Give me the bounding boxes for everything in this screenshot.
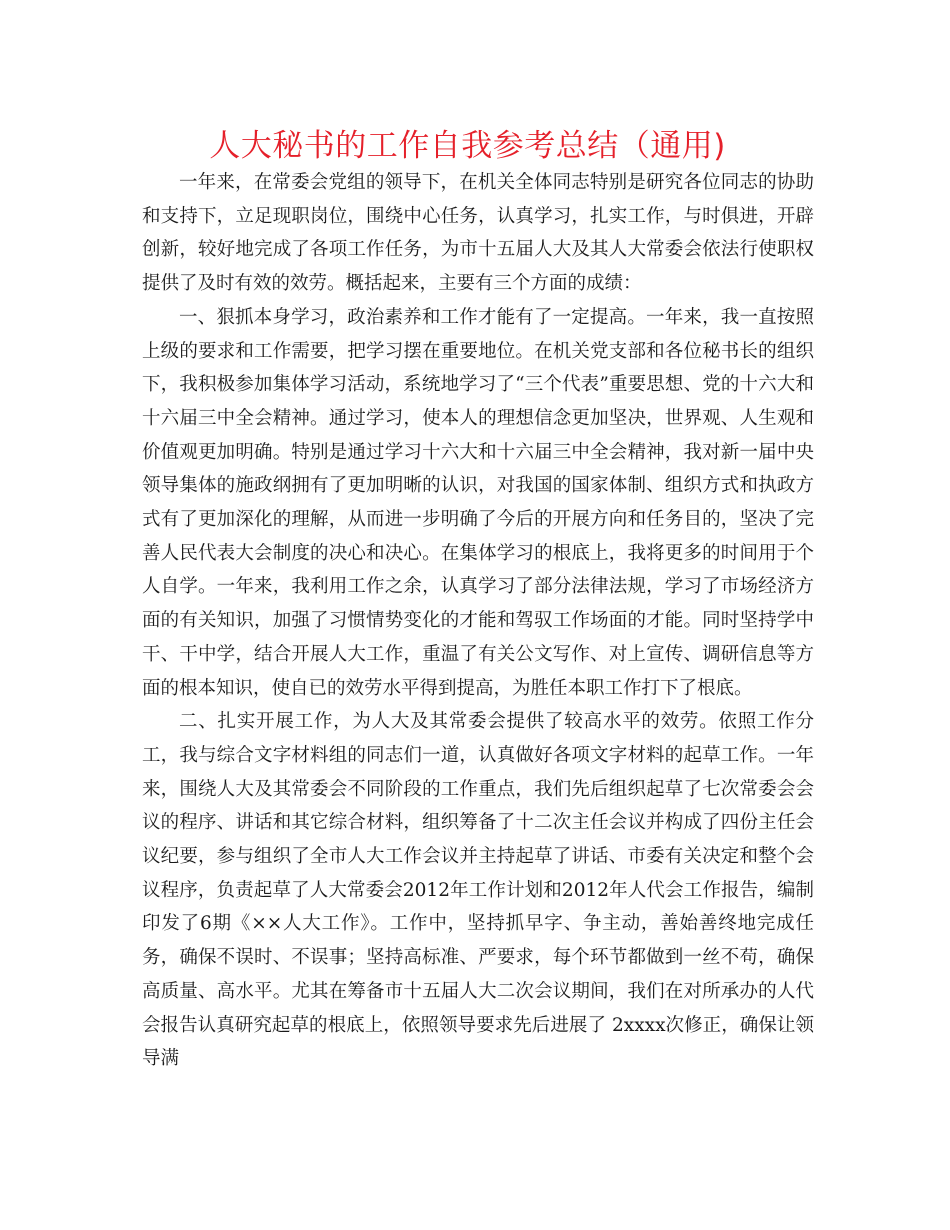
paragraph-intro: 一年来，在常委会党组的领导下，在机关全体同志特别是研究各位同志的协助和支持下，立足现职岗位，围绕中心任务，认真学习，扎实工作，与时俱进，开辟创新，较好地完成了各项工作任务，为市十五届人大及其人大常委会依法行使职权提供了及时有效的效劳。概括起来，主要有三个方面的成绩： — [142, 172, 814, 295]
document-body — [142, 166, 814, 1076]
paragraph-work: 二、扎实开展工作，为人大及其常委会提供了较高水平的效劳。依照工作分工，我与综合文字材料组的同志们一道，认真做好各项文字材料的起草工作。一年来，围绕人大及其常委会不同阶段的工作重点，我们先后组织起草了七次常委会会议的程序、讲话和其它综合材料，组织筹备了十二次主任会议并构成了四份主任会议纪要，参与组织了全市人大工作会议并主持起草了讲话、市委有关决定和整个会议程序，负责起草了人大常委会2012年工作计划和2012年人代会工作报告，编制印发了6期《××人大工作》。工作中，坚持抓早字、争主动，善始善终地完成任务，确保不误时、不误事；坚持高标准、严要求，每个环节都做到一丝不苟，确保高质量、高水平。尤其在筹备市十五届人大二次会议期间，我们在对所承办的人代会报告认真研究起草的根底上，依照领导要求先后进展了 2xxxx次修正，确保让领导满 — [142, 711, 814, 1070]
document-title: 人大秘书的工作自我参考总结（通用) — [209, 128, 726, 164]
paragraph-study: 一、狠抓本身学习，政治素养和工作才能有了一定提高。一年来，我一直按照上级的要求和工作需要，把学习摆在重要地位。在机关党支部和各位秘书长的组织下，我积极参加集体学习活动，系统地学习了“三个代表”重要思想、党的十六大和十六届三中全会精神。通过学习，使本人的理想信念更加坚决，世界观、人生观和价值观更加明确。特别是通过学习十六大和十六届三中全会精神，我对新一届中央领导集体的施政纲拥有了更加明晰的认识，对我国的国家体制、组织方式和执政方式有了更加深化的理解，从而进一步明确了今后的开展方向和任务目的，坚决了完善人民代表大会制度的决心和决心。在集体学习的根底上，我将更多的时间用于个人自学。一年来，我利用工作之余，认真学习了部分法律法规，学习了市场经济方面的有关知识，加强了习惯情势变化的才能和驾驭工作场面的才能。同时坚持学中干、干中学，结合开展人大工作，重温了有关公文写作、对上宣传、调研信息等方面的根本知识，使自已的效劳水平得到提高，为胜任本职工作打下了根底。 — [142, 306, 814, 699]
